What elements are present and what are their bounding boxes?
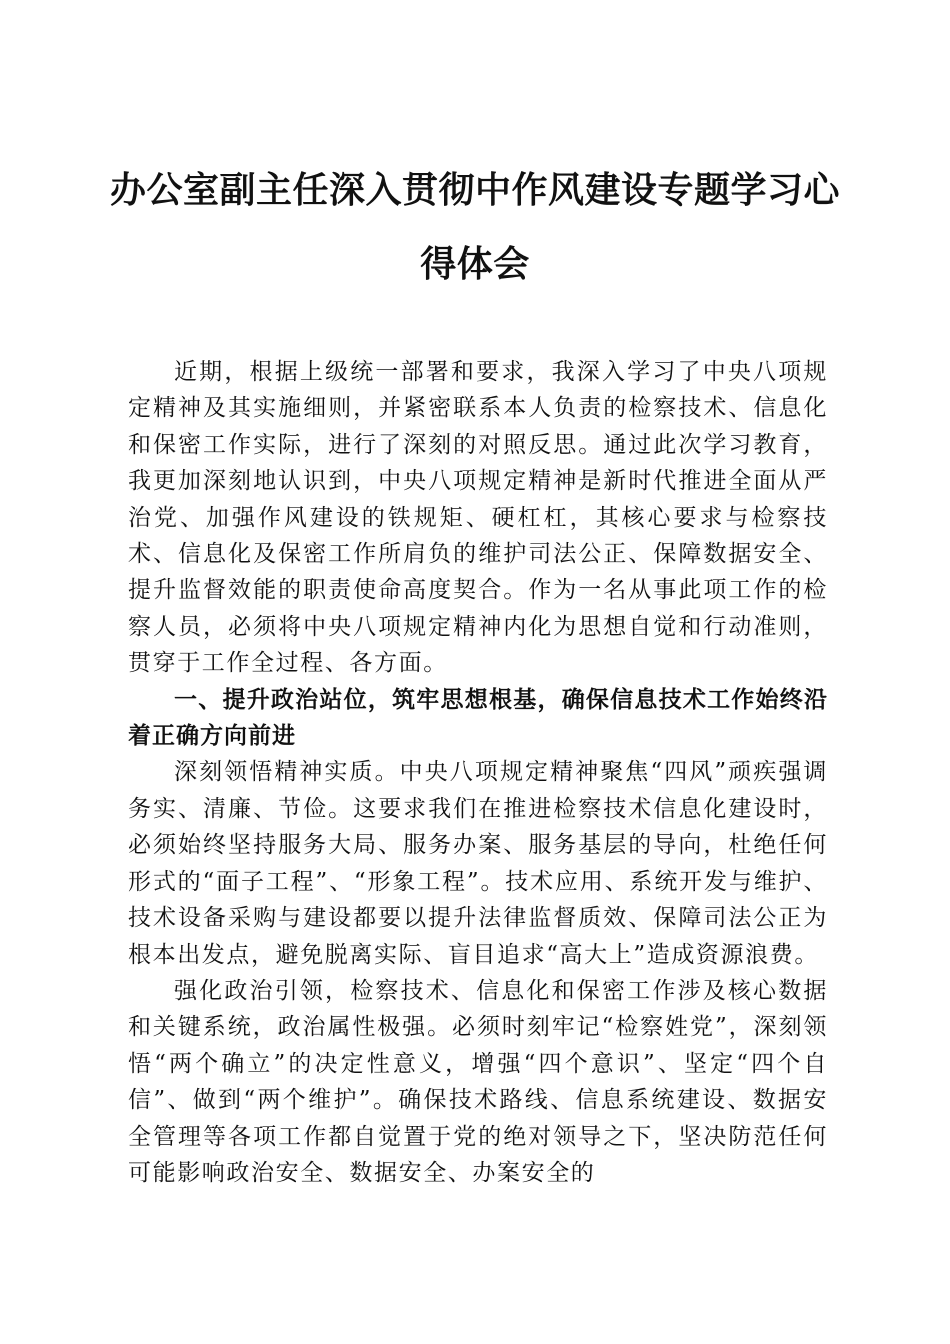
paragraph-political-guidance: 强化政治引领，检察技术、信息化和保密工作涉及核心数据和关键系统，政治属性极强。必须时刻牢记“检察姓党”，深刻领悟“两个确立”的决定性意义，增强“四个意识”、坚定“四个自信”、做到“两个维护”。确保技术路线、信息系统建设、数据安全管理等各项工作都自觉置于党的绝对领导之下，坚决防范任何可能影响政治安全、数据安全、办案安全的 [128,977,828,1186]
document-title-line-2: 得体会 [420,243,530,285]
paragraph-intro: 近期，根据上级统一部署和要求，我深入学习了中央八项规定精神及其实施细则，并紧密联系本人负责的检察技术、信息化和保密工作实际，进行了深刻的对照反思。通过此次学习教育，我更加深刻地认识到，中央八项规定精神是新时代推进全面从严治党、加强作风建设的铁规矩、硬杠杠，其核心要求与检察技术、信息化及保密工作所肩负的维护司法公正、保障数据安全、提升监督效能的职责使命高度契合。作为一名从事此项工作的检察人员，必须将中央八项规定精神内化为思想自觉和行动准则，贯穿于工作全过程、各方面。 [128,359,828,677]
document-body [128,354,828,1191]
section-heading-1: 一、提升政治站位，筑牢思想根基，确保信息技术工作始终沿着正确方向前进 [128,686,828,750]
paragraph-understanding: 深刻领悟精神实质。中央八项规定精神聚焦“四风”顽疾强调务实、清廉、节俭。这要求我们在推进检察技术信息化建设时，必须始终坚持服务大局、服务办案、服务基层的导向，杜绝任何形式的“面子工程”、“形象工程”。技术应用、系统开发与维护、技术设备采购与建设都要以提升法律监督质效、保障司法公正为根本出发点，避免脱离实际、盲目追求“高大上”造成资源浪费。 [128,759,828,968]
document-title-line-1: 办公室副主任深入贯彻中作风建设专题学习心 [109,169,840,211]
